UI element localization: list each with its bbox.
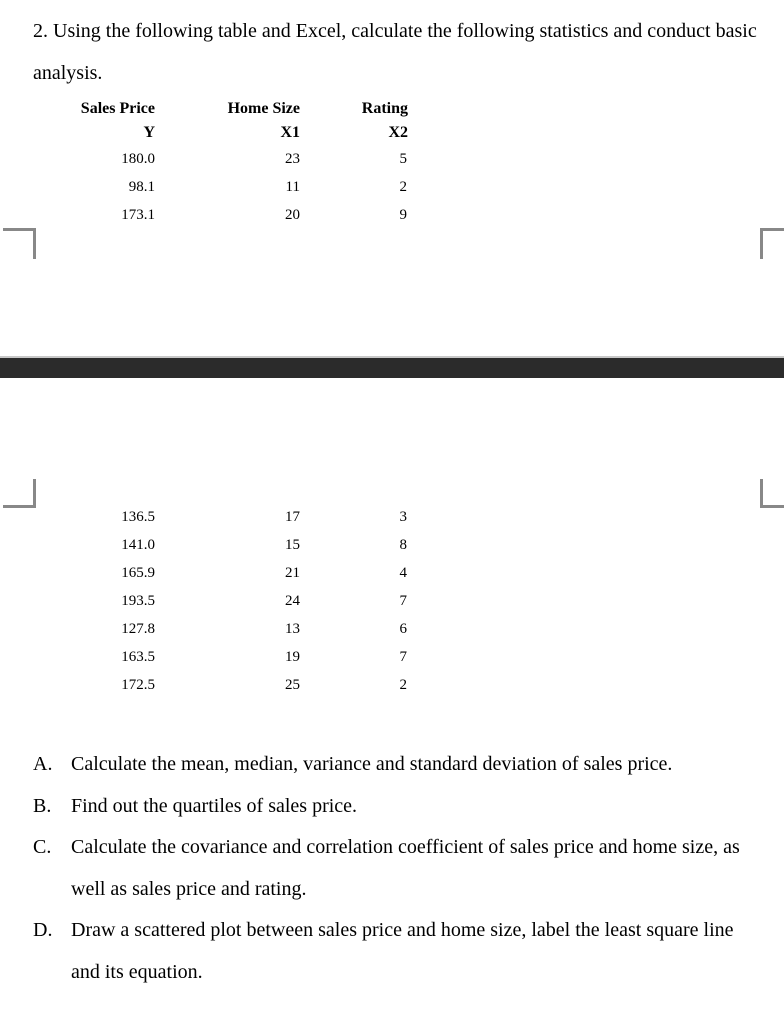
header-home-size: Home Size [227, 100, 300, 117]
table-cell: 15 [285, 537, 300, 553]
task-item-c [33, 827, 763, 910]
table-cell: 9 [399, 207, 407, 223]
table-cell: 20 [285, 207, 300, 223]
crop-mark-top-left [3, 228, 36, 259]
task-text: Draw a scattered plot between sales price and home size, label the least square line and its equation. [71, 919, 734, 983]
table-cell: 180.0 [121, 151, 155, 167]
crop-mark-top-right [760, 228, 784, 259]
table-cell: 23 [285, 151, 300, 167]
table-cell: 7 [399, 649, 407, 665]
task-text: Calculate the mean, median, variance and standard deviation of sales price. [71, 753, 673, 775]
task-letter: A. [33, 753, 53, 775]
header-symbol-x2: X2 [388, 124, 408, 141]
task-letter: C. [33, 836, 52, 858]
task-list [33, 744, 763, 993]
header-rating: Rating [361, 100, 408, 117]
table-cell: 19 [285, 649, 300, 665]
table-cell: 165.9 [121, 565, 155, 581]
table-cell: 8 [399, 537, 407, 553]
table-cell: 136.5 [121, 509, 155, 525]
table-cell: 11 [285, 179, 300, 195]
task-letter: B. [33, 794, 52, 817]
table-cell: 25 [285, 677, 300, 693]
table-cell: 141.0 [121, 537, 155, 553]
table-cell: 3 [399, 509, 407, 525]
table-cell: 5 [399, 151, 407, 167]
task-item-d [33, 910, 763, 993]
table-cell: 2 [399, 179, 407, 195]
task-text: Calculate the covariance and correlation coefficient of sales price and home size, as well as sales price and rating. [71, 836, 740, 900]
table-cell: 98.1 [128, 179, 155, 195]
header-symbol-x1: X1 [280, 124, 300, 141]
header-symbol-y: Y [143, 124, 155, 141]
crop-mark-bottom-right [760, 479, 784, 508]
page-break [0, 358, 784, 378]
table-cell: 193.5 [121, 593, 155, 609]
table-cell: 6 [399, 621, 407, 637]
table-cell: 7 [399, 593, 407, 609]
crop-mark-bottom-left [3, 479, 36, 508]
table-cell: 21 [285, 565, 300, 581]
table-cell: 173.1 [121, 207, 155, 223]
task-item-a [33, 744, 763, 786]
table-cell: 127.8 [121, 621, 155, 637]
table-cell: 13 [285, 621, 300, 637]
task-item-b [33, 786, 763, 828]
task-letter: D. [33, 919, 53, 941]
question-prompt: 2. Using the following table and Excel, calculate the following statistics and conduct basic analysis. [33, 20, 757, 84]
table-cell: 4 [399, 565, 407, 581]
table-cell: 163.5 [121, 649, 155, 665]
table-cell: 172.5 [121, 677, 155, 693]
table-cell: 17 [285, 509, 300, 525]
table-cell: 24 [285, 593, 300, 609]
table-cell: 2 [399, 677, 407, 693]
header-sales-price: Sales Price [80, 100, 155, 117]
task-text: Find out the quartiles of sales price. [71, 794, 358, 817]
